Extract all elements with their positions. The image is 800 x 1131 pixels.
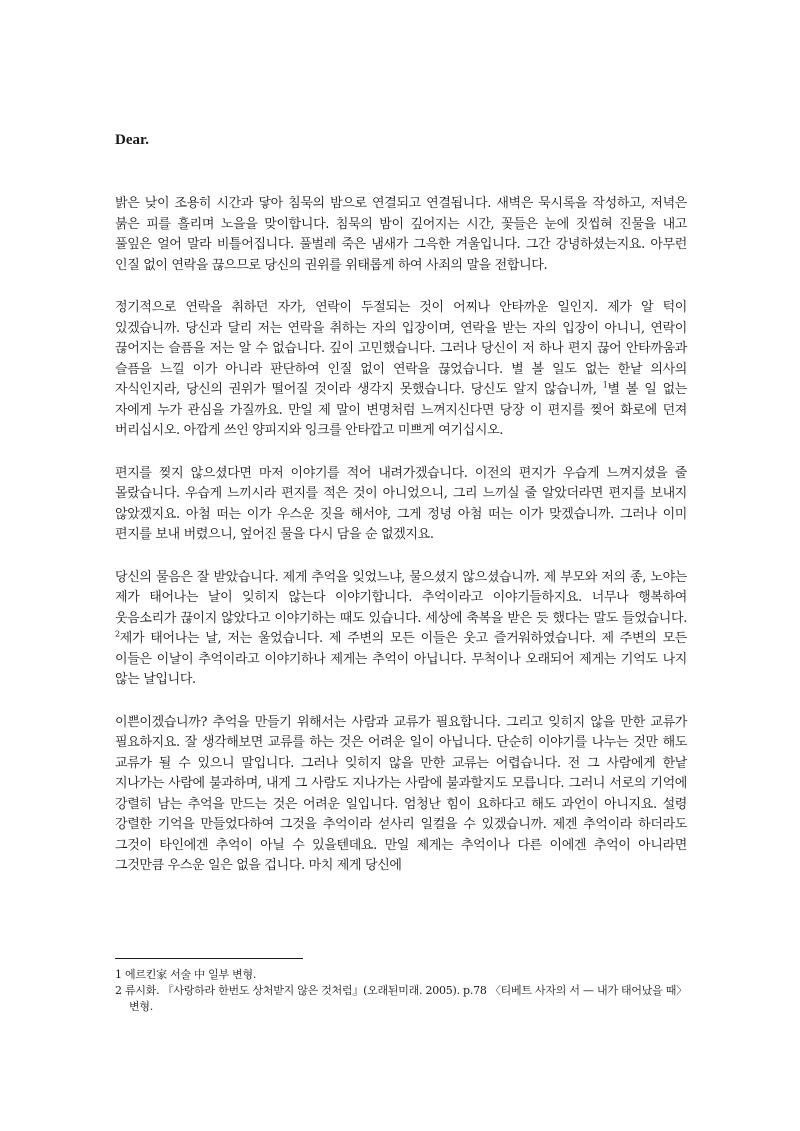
footnote-divider — [115, 958, 303, 959]
paragraph-1 — [115, 194, 687, 276]
paragraph-2 — [115, 298, 687, 442]
footnote-ref-1: 1 — [602, 380, 608, 390]
paragraph-text: 제가 태어나는 날, 저는 울었습니다. 제 주변의 모든 이들은 웃고 즐거워하였습니다. 제 주변의 모든 이들은 이날이 추억이라고 이야기하나 제게는 추억이 아닙니다. 무척이나 오래되어 제게는 기억도 나지 않는 날입니다. — [115, 631, 687, 687]
paragraph-3 — [115, 464, 687, 546]
paragraph-text: 편지를 찢지 않으셨다면 마저 이야기를 적어 내려가겠습니다. 이전의 편지가 우습게 느껴지셨을 줄 몰랐습니다. 우습게 느끼시라 편지를 적은 것이 아니었으니, 그리 느끼실 줄 알았더라면 편지를 보내지 않았겠지요. 아첨 떠는 이가 우스운 짓을 해서야, 그게 정녕 아첨 떠는 이가 맞겠습니까. 그러나 이미 편지를 보내 버렸으니, 엎어진 물을 다시 담을 순 없겠지요. — [115, 465, 687, 542]
paragraph-text: 별 볼 일 없는 자에게 누가 관심을 가질까요. 만일 제 말이 변명처럼 느껴지신다면 당장 이 편지를 찢어 화로에 던져 버리십시오. 아깝게 쓰인 양피지와 잉크를 안타깝고 미쁘게 여기십시오. — [115, 382, 687, 438]
salutation: Dear. — [115, 132, 150, 148]
footnote-1: 1 에르킨家 서술 中 일부 변형. — [115, 968, 257, 981]
paragraph-4 — [115, 568, 687, 691]
footnote-ref-2: 2 — [115, 629, 120, 639]
paragraph-text: 당신의 물음은 잘 받았습니다. 제게 추억을 잊었느냐, 물으셨지 않으셨습니까. 제 부모와 저의 종, 노야는 제가 태어나는 날이 잊히지 않는다 이야기합니다. 추억이라고 이야기들하지요. 너무나 행복하여 웃음소리가 끊이지 않았다고 이야기하는 때도 있습니다. 세상에 축복을 받은 듯 했다는 말도 들었습니다. — [115, 569, 687, 626]
footnotes — [115, 958, 687, 1015]
paragraph-text: 정기적으로 연락을 취하던 자가, 연락이 두절되는 것이 어찌나 안타까운 일인지. 제가 알 턱이 있겠습니까. 당신과 달리 저는 연락을 취하는 자의 입장이며, 연락을 받는 자의 입장이 아니니, 연락이 끊어지는 슬픔을 저는 알 수 없습니다. 깊이 고민했습니다. 그러나 당신이 저 하나 편지 끊어 안타까움과 슬픔을 느낄 이가 아니라 판단하여 인질 없이 연락을 끊었습니다. 별 볼 일도 없는 한낱 의사의 자식인지라, 당신의 권위가 떨어질 것이라 생각지 못했습니다. 당신도 알지 않습니까, — [115, 300, 687, 397]
paragraph-text: 이쁜이겠습니까? 추억을 만들기 위해서는 사람과 교류가 필요합니다. 그리고 잊히지 않을 만한 교류가 필요하지요. 잘 생각해보면 교류를 하는 것은 어려운 일이 아닙니다. 단순히 이야기를 나누는 것만 해도 교류가 될 수 있으니 말입니다. 그러나 잊히지 않을 만한 교류는 어렵습니다. 전 그 사람에게 한낱 지나가는 사람에 불과하며, 내게 그 사람도 지나가는 사람에 불과할지도 모릅니다. 그러니 서로의 기억에 강렬히 남는 추억을 만드는 것은 어려운 일입니다. 엄청난 힘이 요하다고 해도 과언이 아니지요. 설령 강렬한 기억을 만들었다하여 그것을 추억이라 섣사리 일컬을 수 있겠습니까. 제겐 추억이라 하더라도 그것이 타인에겐 추억이 아닐 수 있을텐데요. 만일 제게는 추억이나 다른 이에겐 추억이 아니라면 그것만큼 우스운 일은 없을 겁니다. 마치 제게 당신에 — [115, 714, 687, 873]
paragraph-text: 밝은 낮이 조용히 시간과 닿아 침묵의 밤으로 연결되고 연결됩니다. 새벽은 묵시록을 작성하고, 저녁은 붉은 피를 흘리며 노을을 맞이합니다. 침묵의 밤이 깊어지는 시간, 꽃들은 눈에 짓씹혀 진물을 내고 풀잎은 얼어 말라 비틀어집니다. 풀벌레 죽은 냄새가 그윽한 겨울입니다. 그간 강녕하셨는지요. 아무런 인질 없이 연락을 끊으므로 당신의 권위를 위태롭게 하여 사죄의 말을 전합니다. — [115, 196, 687, 273]
letter-body — [115, 194, 687, 899]
footnote-2: 2 류시화. 『사랑하라 한번도 상처받지 않은 것처럼』(오래된미래. 2005). p.78 〈티베트 사자의 서 — 내가 태어났을 때〉 변형. — [115, 984, 687, 1013]
paragraph-5 — [115, 713, 687, 877]
